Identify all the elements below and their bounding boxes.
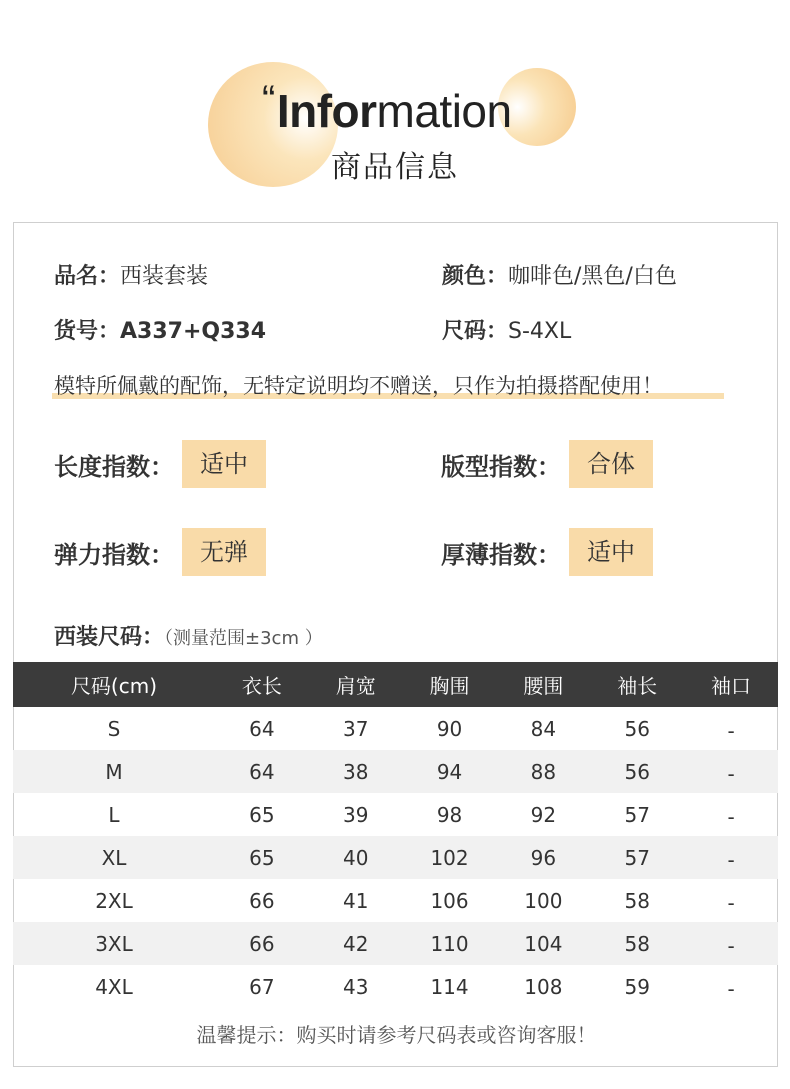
table-cell: 64	[249, 716, 275, 741]
size-range-value: S-4XL	[508, 319, 572, 344]
stretch-index	[54, 528, 266, 576]
table-cell: S	[107, 716, 121, 741]
title-light: mation	[376, 85, 512, 137]
header-sleeve: 袖长	[617, 674, 658, 698]
table-row	[13, 707, 778, 750]
header-shoulder: 肩宽	[335, 674, 376, 698]
table-cell: L	[108, 802, 120, 827]
table-cell: 104	[524, 931, 563, 956]
table-cell: 98	[436, 802, 463, 827]
table-row	[13, 965, 778, 1008]
thickness-index-label: 厚薄指数：	[441, 540, 561, 569]
product-name-label: 品名：	[54, 264, 121, 289]
table-cell: 65	[249, 845, 275, 870]
table-cell: 58	[624, 888, 650, 913]
table-cell: 65	[249, 802, 275, 827]
size-table-title: 西装尺码：	[54, 625, 165, 650]
table-cell: 92	[530, 802, 557, 827]
table-cell: -	[727, 762, 735, 786]
table-cell: M	[105, 759, 123, 784]
table-cell: 88	[530, 759, 557, 784]
table-row	[13, 836, 778, 879]
table-cell: 90	[436, 716, 463, 741]
table-cell: 57	[624, 845, 650, 870]
header-cuff: 袖口	[711, 674, 752, 698]
table-cell: 59	[624, 974, 650, 999]
table-cell: 110	[430, 931, 469, 956]
table-row	[13, 879, 778, 922]
header-size: 尺码(cm)	[70, 674, 158, 698]
table-cell: 42	[342, 931, 369, 956]
table-cell: 106	[430, 888, 469, 913]
table-cell: 96	[530, 845, 557, 870]
table-cell: 38	[342, 759, 369, 784]
table-cell: 40	[342, 845, 369, 870]
table-cell: 4XL	[95, 974, 133, 999]
size-table-header-row	[13, 662, 778, 707]
sku-value: A337+Q334	[120, 319, 267, 344]
title-bold: Infor	[276, 85, 377, 137]
size-range-label: 尺码：	[442, 319, 509, 344]
table-cell: XL	[101, 845, 127, 870]
fit-index	[441, 440, 653, 488]
color-value: 咖啡色/黑色/白色	[508, 264, 677, 289]
table-cell: -	[727, 934, 735, 958]
sku-label: 货号：	[54, 319, 121, 344]
page-subtitle: 商品信息	[331, 150, 459, 185]
table-cell: 56	[624, 759, 650, 784]
quote-mark: “	[262, 78, 275, 122]
table-row	[13, 793, 778, 836]
thickness-index	[441, 528, 653, 576]
table-cell: -	[727, 805, 735, 829]
color-row	[442, 259, 677, 290]
fit-index-label: 版型指数：	[441, 452, 561, 481]
page-header	[0, 0, 790, 215]
table-cell: 94	[436, 759, 463, 784]
table-cell: 108	[524, 974, 563, 999]
table-cell: 39	[342, 802, 369, 827]
product-info-card	[13, 222, 778, 1067]
table-cell: 43	[342, 974, 369, 999]
length-index-label: 长度指数：	[54, 452, 174, 481]
color-label: 颜色：	[442, 264, 509, 289]
sku-row	[54, 314, 266, 345]
size-range-row	[442, 314, 571, 345]
size-table-heading	[54, 620, 323, 651]
product-name-value: 西装套装	[120, 264, 209, 289]
stretch-index-value: 无弹	[182, 528, 266, 576]
table-cell: 66	[249, 931, 275, 956]
header-length: 衣长	[241, 674, 282, 698]
table-cell: 3XL	[95, 931, 133, 956]
table-cell: 57	[624, 802, 650, 827]
header-waist: 腰围	[523, 674, 564, 698]
table-row	[13, 750, 778, 793]
table-cell: -	[727, 977, 735, 1001]
fit-index-value: 合体	[569, 440, 653, 488]
header-chest: 胸围	[429, 674, 470, 698]
size-table	[13, 662, 778, 1008]
purchase-tip: 温馨提示：购买时请参考尺码表或咨询客服！	[196, 1023, 597, 1047]
table-cell: -	[727, 848, 735, 872]
table-cell: 66	[249, 888, 275, 913]
page-title	[262, 78, 552, 138]
length-index-value: 适中	[182, 440, 266, 488]
table-cell: 56	[624, 716, 650, 741]
table-cell: 67	[249, 974, 275, 999]
stretch-index-label: 弹力指数：	[54, 540, 174, 569]
size-table-subtitle: （测量范围±3cm ）	[164, 628, 323, 649]
table-cell: 100	[524, 888, 563, 913]
table-cell: 84	[530, 716, 557, 741]
table-cell: 102	[430, 845, 469, 870]
table-cell: -	[727, 719, 735, 743]
table-cell: 114	[430, 974, 469, 999]
table-cell: 64	[249, 759, 275, 784]
table-cell: -	[727, 891, 735, 915]
table-row	[13, 922, 778, 965]
table-cell: 41	[342, 888, 369, 913]
table-cell: 37	[342, 716, 369, 741]
table-cell: 58	[624, 931, 650, 956]
thickness-index-value: 适中	[569, 528, 653, 576]
table-cell: 2XL	[95, 888, 133, 913]
accessory-note: 模特所佩戴的配饰，无特定说明均不赠送，只作为拍摄搭配使用！	[54, 374, 663, 398]
product-name-row	[54, 259, 208, 290]
length-index	[54, 440, 266, 488]
